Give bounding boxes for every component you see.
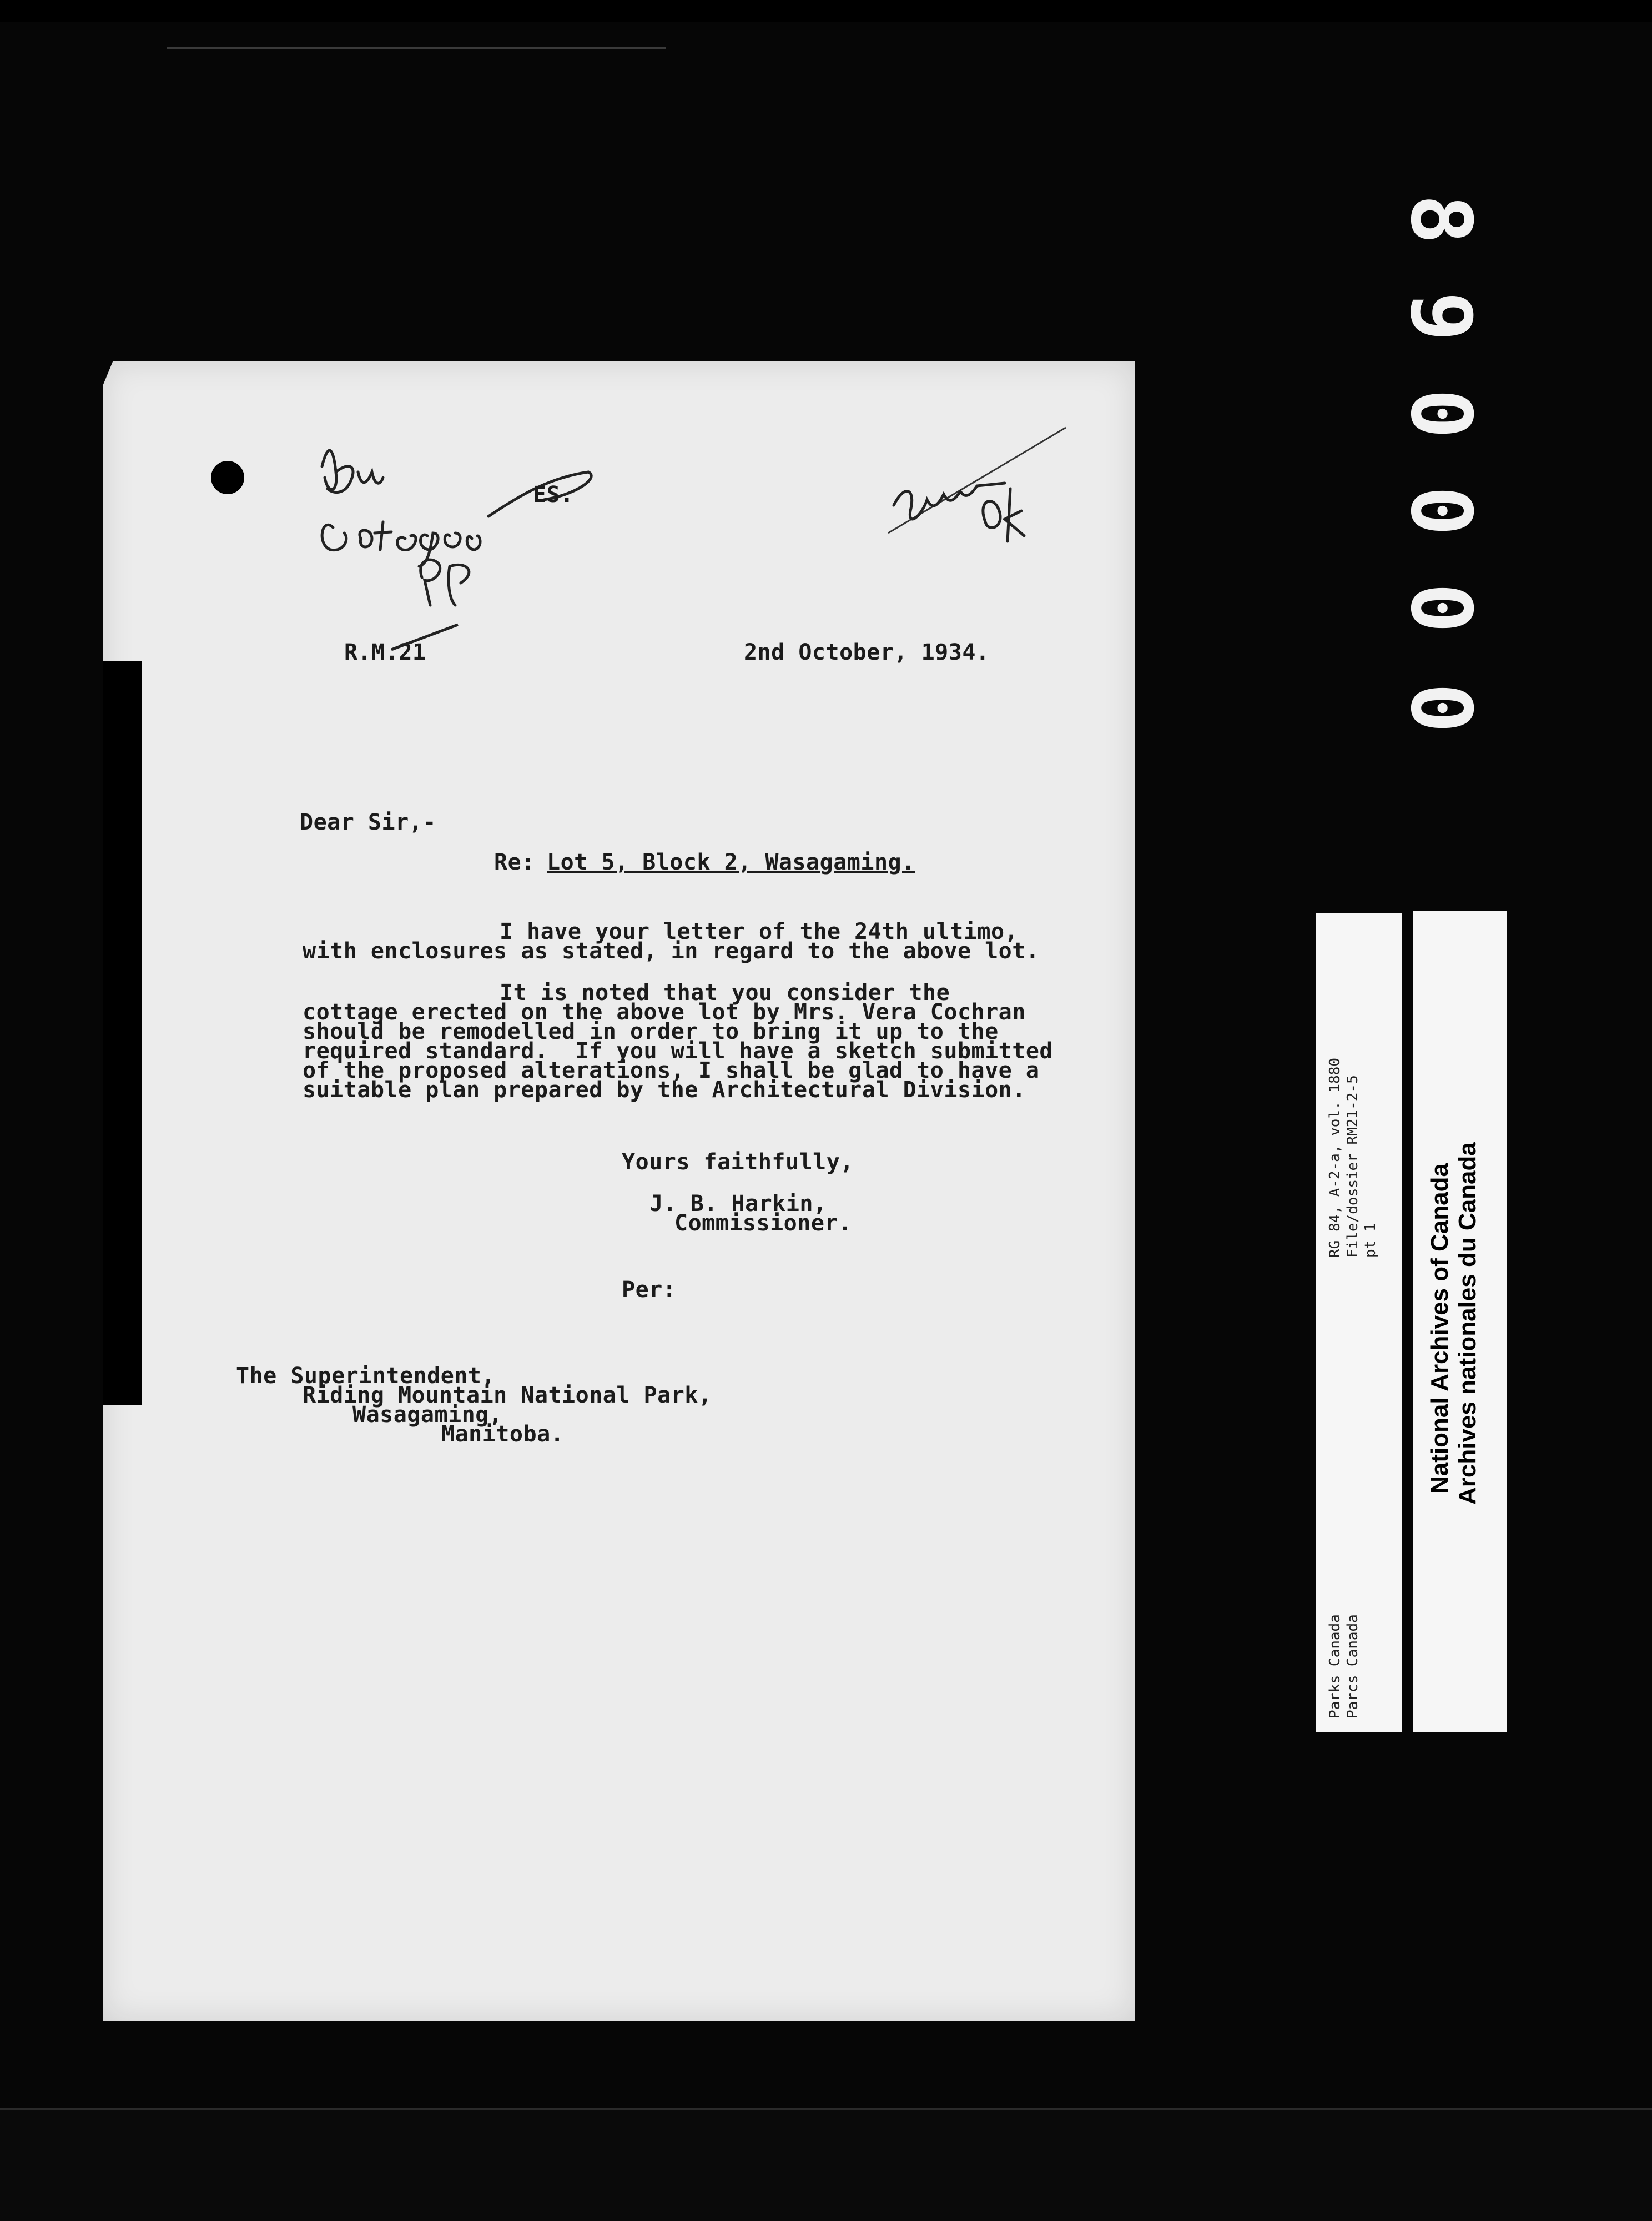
address-line: Manitoba. [441, 1421, 565, 1447]
agency-name: Parcs Canada [1344, 1614, 1361, 1718]
paragraph-line: It is noted that you consider the [500, 980, 950, 1006]
archive-ref-line: File/dossier RM21-2-5 [1344, 1075, 1361, 1258]
subject-prefix: Re: [494, 850, 535, 875]
letter-page [103, 361, 1135, 2021]
handwritten-annotation [311, 433, 611, 616]
frame-digit: 0 [1392, 485, 1489, 536]
film-bottom-band [0, 2110, 1652, 2221]
frame-number [1392, 189, 1489, 755]
typed-suffix: ES. [533, 482, 574, 507]
punch-hole [211, 461, 244, 494]
binder-tab [103, 661, 142, 1405]
file-reference: R.M.21 [344, 640, 426, 665]
paragraph-line: should be remodelled in order to bring it up to the [303, 1019, 999, 1044]
frame-digit: 0 [1392, 388, 1489, 439]
archives-logo-label [1413, 911, 1507, 1732]
letter-date: 2nd October, 1934. [744, 640, 990, 665]
paragraph-line: of the proposed alterations, I shall be glad to have a [303, 1058, 1040, 1083]
paragraph-line: I have your letter of the 24th ultimo, [500, 919, 1019, 944]
address-line: The Superintendent, [236, 1363, 496, 1389]
frame-digit: 0 [1392, 582, 1489, 634]
address-line: Riding Mountain National Park, [303, 1383, 712, 1408]
handwritten-initials [883, 422, 1071, 566]
salutation: Dear Sir,- [300, 810, 436, 835]
archive-ref-line: pt 1 [1362, 1223, 1379, 1258]
frame-digit: 9 [1392, 291, 1489, 342]
archive-reference-label [1316, 913, 1402, 1732]
subject-line: Lot 5, Block 2, Wasagaming. [547, 850, 915, 875]
agency-name: Parks Canada [1327, 1614, 1343, 1718]
signer-name: J. B. Harkin, [649, 1191, 827, 1217]
closing: Yours faithfully, [622, 1149, 854, 1175]
signer-title: Commissioner. [674, 1210, 852, 1236]
address-line: Wasagaming, [352, 1402, 503, 1428]
archive-ref-line: RG 84, A-2-a, vol. 1880 [1327, 1057, 1343, 1258]
reference-strike [389, 622, 461, 655]
archives-name-fr: Archives nationales du Canada [1454, 1142, 1481, 1505]
frame-digit: 8 [1392, 194, 1489, 245]
paragraph-line: with enclosures as stated, in regard to the above lot. [303, 938, 1040, 964]
paragraph-line: cottage erected on the above lot by Mrs. Vera Cochran [303, 999, 1026, 1025]
per-line: Per: [622, 1277, 677, 1303]
frame-digit: 0 [1392, 682, 1489, 733]
paragraph-line: required standard. If you will have a sketch submitted [303, 1038, 1054, 1064]
archives-name-en: National Archives of Canada [1426, 1163, 1453, 1494]
paragraph-line: suitable plan prepared by the Architectural Division. [303, 1077, 1026, 1103]
film-top-edge [167, 47, 666, 49]
film-top-band [0, 0, 1652, 22]
